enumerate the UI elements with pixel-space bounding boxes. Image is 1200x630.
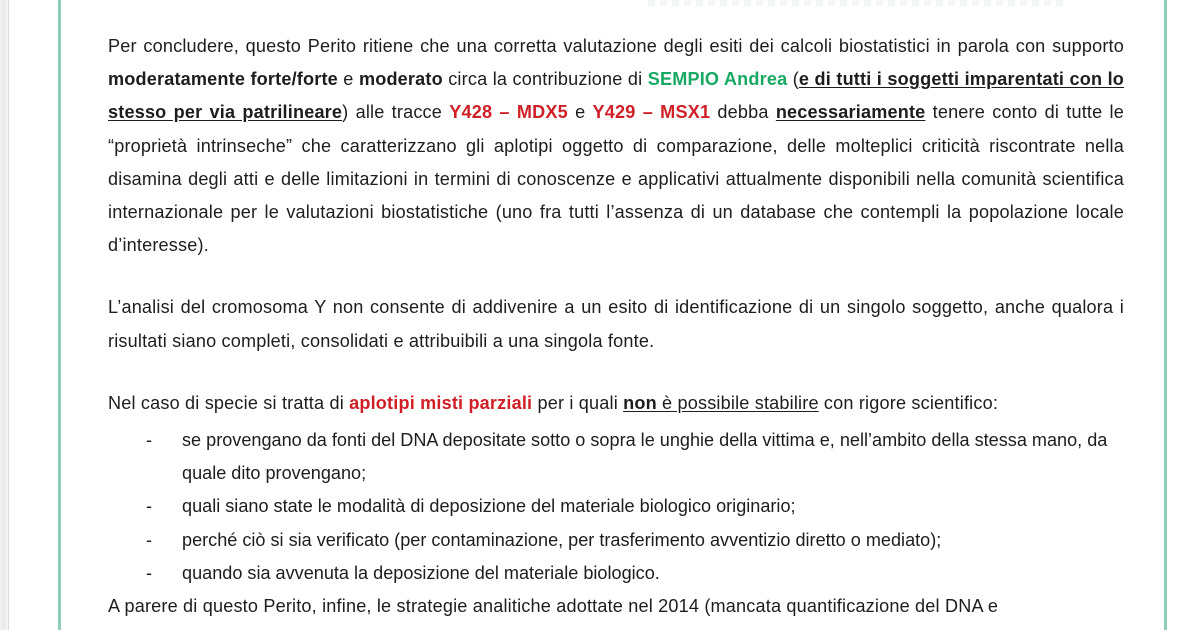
list-item-text: perché ciò si sia verificato (per contaminazione, per trasferimento avventizio diretto o mediato); [182, 529, 942, 550]
dash-marker: - [146, 562, 153, 583]
para1-bold-underline-parentela: e di tutti i soggetti imparentati con lo stesso per via patrilineare [108, 69, 1125, 123]
paragraph-conclusione [108, 30, 1124, 262]
dash-marker: - [146, 430, 153, 451]
para1-bold-underline-necessariamente: necessariamente [775, 102, 926, 123]
highlight-sempio-andrea: SEMPIO Andrea [647, 69, 788, 90]
list-item [108, 424, 1124, 490]
criticita-dash-list [108, 424, 1124, 590]
list-item-text: quali siano state le modalità di deposizione del materiale biologico originario; [182, 496, 796, 517]
highlight-aplotipi-misti-parziali: aplotipi misti parziali [349, 392, 533, 413]
para1-seg9: ) alle tracce [342, 102, 450, 123]
page-frame-rule-right [1164, 0, 1167, 630]
paragraph-strategie-analitiche-2014: A parere di questo Perito, infine, le strategie analitiche adottate nel 2014 (mancata quantificazione del DNA e [108, 596, 999, 617]
para1-seg7: ( [787, 69, 799, 90]
para1-seg3: e [337, 69, 359, 90]
page-left-edge-strip [0, 0, 9, 630]
list-item [108, 524, 1124, 557]
document-content [108, 30, 1124, 623]
paragraph-aplotipi-misti [108, 387, 1124, 420]
para1-seg15: tenere conto di tutte le “proprietà intrinseche” che caratterizzano gli aplotipi oggetto di comparazione, delle molteplici criticità riscontrate nella disamina degli atti e delle limitazioni in termini di conoscenze e applicativi attualmente disponibili nella comunità scientifica internazionale per le valutazioni biostatistiche (uno fra tutti l’assenza di un database che contempli la popolazione locale d’interesse). [108, 102, 1125, 256]
dash-marker: - [146, 529, 153, 550]
para3-bold-underline-non: non [623, 392, 657, 413]
para3-seg3: per i quali [532, 392, 624, 413]
paragraph-spacer-1 [108, 262, 1124, 291]
list-item-text: quando sia avvenuta la deposizione del materiale biologico. [182, 562, 660, 583]
dash-marker: - [146, 496, 153, 517]
highlight-traccia-y429-msx1: Y429 – MSX1 [592, 102, 711, 123]
para1-seg13: debba [710, 102, 776, 123]
para1-bold-moderatamente-forte: moderatamente forte/forte [108, 69, 338, 90]
para1-seg11: e [567, 102, 593, 123]
list-item-text: se provengano da fonti del DNA depositate sotto o sopra le unghie della vittima e, nell’ambito della stessa mano, da quale dito provengano; [182, 430, 1108, 484]
list-item [108, 490, 1124, 523]
paragraph-spacer-2 [108, 358, 1124, 387]
para3-seg6: con rigore scientifico: [818, 392, 999, 413]
clipped-text-remnant-top [648, 0, 1068, 6]
para1-seg5: circa la contribuzione di [442, 69, 648, 90]
page-frame-rule-left [58, 0, 61, 630]
para1-seg1: Per concludere, questo Perito ritiene che una corretta valutazione degli esiti dei calcoli biostatistici in parola con supporto [108, 36, 1124, 56]
list-item [108, 557, 1124, 590]
para3-underline-e-possibile-stabilire: è possibile stabilire [656, 392, 819, 413]
paragraph-analisi-cromosoma-y: L’analisi del cromosoma Y non consente di addivenire a un esito di identificazione di un singolo soggetto, anche qualora i risultati siano completi, consolidati e attribuibili a una singola fonte. [108, 297, 1124, 351]
para1-bold-moderato: moderato [358, 69, 443, 90]
highlight-traccia-y428-mdx5: Y428 – MDX5 [449, 102, 568, 123]
para3-seg1: Nel caso di specie si tratta di [108, 392, 350, 413]
